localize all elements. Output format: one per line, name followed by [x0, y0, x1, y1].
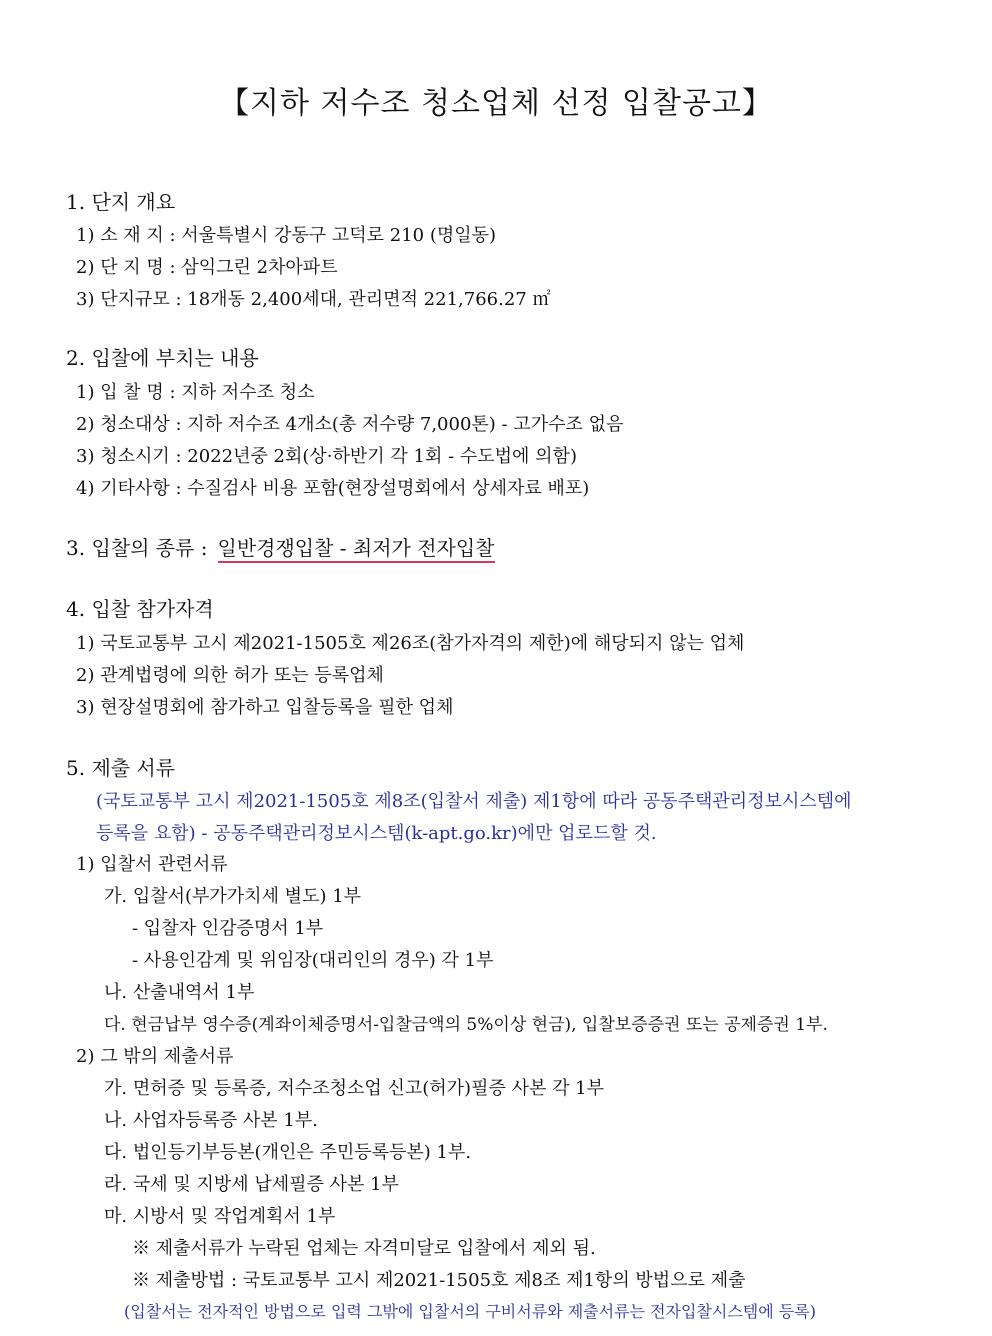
section-5-sub-1-ga-detail-2: - 사용인감계 및 위임장(대리인의 경우) 각 1부	[132, 950, 494, 971]
section-1-heading: 1. 단지 개요	[66, 190, 176, 214]
section-5-sub-2: 2) 그 밖의 제출서류	[76, 1046, 234, 1067]
section-5-sub-2-da: 다. 법인등기부등본(개인은 주민등록등본) 1부.	[104, 1142, 472, 1163]
section-2-item-3: 3) 청소시기 : 2022년중 2회(상·하반기 각 1회 - 수도법에 의함)	[76, 446, 577, 467]
section-5-sub-2-ma: 마. 시방서 및 작업계획서 1부	[104, 1206, 336, 1227]
section-3-row	[66, 536, 495, 560]
section-5-sub-1-ga-detail-1: - 입찰자 인감증명서 1부	[132, 918, 324, 939]
section-2-item-4: 4) 기타사항 : 수질검사 비용 포함(현장설명회에서 상세자료 배포)	[76, 478, 590, 499]
section-2-heading: 2. 입찰에 부치는 내용	[66, 346, 259, 370]
document-title: 【지하 저수조 청소업체 선정 입찰공고】	[219, 86, 773, 121]
section-5-sub-2-ra: 라. 국세 및 지방세 납세필증 사본 1부	[104, 1174, 399, 1195]
section-2-item-1: 1) 입 찰 명 : 지하 저수조 청소	[76, 382, 315, 403]
section-4-item-3: 3) 현장설명회에 참가하고 입찰등록을 필한 업체	[76, 697, 454, 718]
section-5-note-missing-docs: ※ 제출서류가 누락된 업체는 자격미달로 입찰에서 제외 됨.	[132, 1238, 596, 1259]
section-5-sub-1-na: 나. 산출내역서 1부	[104, 982, 255, 1003]
section-5-sub-1: 1) 입찰서 관련서류	[76, 854, 228, 875]
section-5-note-submission-method: ※ 제출방법 : 국토교통부 고시 제2021-1505호 제8조 제1항의 방법으로 제출	[132, 1270, 746, 1291]
bid-type-value: 일반경쟁입찰 - 최저가 전자입찰	[218, 536, 495, 563]
section-5-note-electronic: (입찰서는 전자적인 방법으로 입력 그밖에 입찰서의 구비서류와 제출서류는 전자입찰시스템에 등록)	[124, 1302, 816, 1321]
section-5-note-line-2: 등록을 요함) - 공동주택관리정보시스템(k-apt.go.kr)에만 업로드할 것.	[96, 823, 657, 844]
section-3-heading: 3. 입찰의 종류 :	[66, 536, 208, 560]
section-5-sub-2-na: 나. 사업자등록증 사본 1부.	[104, 1110, 318, 1131]
section-5-heading: 5. 제출 서류	[66, 756, 176, 780]
section-1-item-2: 2) 단 지 명 : 삼익그린 2차아파트	[76, 257, 338, 278]
section-1-item-3: 3) 단지규모 : 18개동 2,400세대, 관리면적 221,766.27 ㎡	[76, 289, 551, 310]
section-5-note-line-1: (국토교통부 고시 제2021-1505호 제8조(입찰서 제출) 제1항에 따라 공동주택관리정보시스템에	[96, 791, 852, 812]
section-5-sub-2-ga: 가. 면허증 및 등록증, 저수조청소업 신고(허가)필증 사본 각 1부	[104, 1078, 605, 1099]
section-4-heading: 4. 입찰 참가자격	[66, 597, 214, 621]
section-5-sub-1-da: 다. 현금납부 영수증(계좌이체증명서-입찰금액의 5%이상 현금), 입찰보증증권 또는 공제증권 1부.	[104, 1015, 828, 1035]
section-4-item-2: 2) 관계법령에 의한 허가 또는 등록업체	[76, 665, 384, 686]
section-5-sub-1-ga: 가. 입찰서(부가가치세 별도) 1부	[104, 886, 362, 907]
section-2-item-2: 2) 청소대상 : 지하 저수조 4개소(총 저수량 7,000톤) - 고가수조 없음	[76, 414, 624, 435]
section-1-item-1: 1) 소 재 지 : 서울특별시 강동구 고덕로 210 (명일동)	[76, 225, 497, 246]
section-4-item-1: 1) 국토교통부 고시 제2021-1505호 제26조(참가자격의 제한)에 해당되지 않는 업체	[76, 633, 745, 654]
